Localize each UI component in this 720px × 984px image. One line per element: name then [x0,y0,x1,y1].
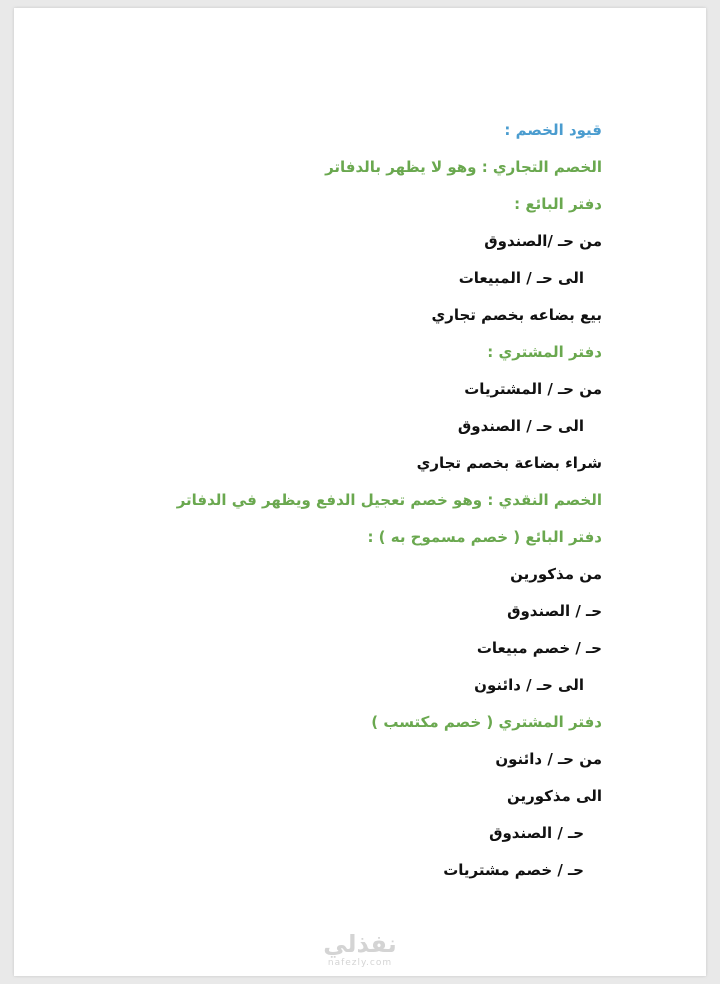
entry-line: الى حـ / المبيعات [458,269,584,287]
entry-line: الى مذكورين [506,787,602,805]
entry-line: الى حـ / دائنون [474,676,584,694]
entry-line: حـ / الصندوق [489,824,584,842]
entry-description: شراء بضاعة بخصم تجاري [416,454,602,472]
document-body [82,112,602,889]
entry-description: بيع بضاعه بخصم تجاري [431,306,602,324]
heading-seller-book-allowed: دفتر البائع ( خصم مسموح به ) : [367,528,602,546]
entry-line: من حـ / المشتريات [464,380,602,398]
entry-line: من مذكورين [510,565,602,583]
entry-line: حـ / الصندوق [507,602,602,620]
heading-trade-discount: الخصم التجاري : وهو لا يظهر بالدفاتر [325,158,602,176]
entry-line: من حـ /الصندوق [484,232,602,250]
watermark-logo [0,930,720,968]
watermark-arabic: نفذلي [323,930,397,958]
entry-line: حـ / خصم مشتريات [443,861,584,879]
heading-seller-book: دفتر البائع : [514,195,602,213]
entry-line: حـ / خصم مبيعات [476,639,602,657]
heading-buyer-book-earned: دفتر المشتري ( خصم مكتسب ) [371,713,602,731]
heading-buyer-book: دفتر المشتري : [487,343,602,361]
entry-line: من حـ / دائنون [495,750,602,768]
title-discount-entries: قيود الخصم : [504,121,602,139]
heading-cash-discount: الخصم النقدي : وهو خصم تعجيل الدفع ويظهر في الدفاتر [176,491,602,509]
entry-line: الى حـ / الصندوق [457,417,584,435]
watermark-latin: nafezly.com [327,958,393,968]
